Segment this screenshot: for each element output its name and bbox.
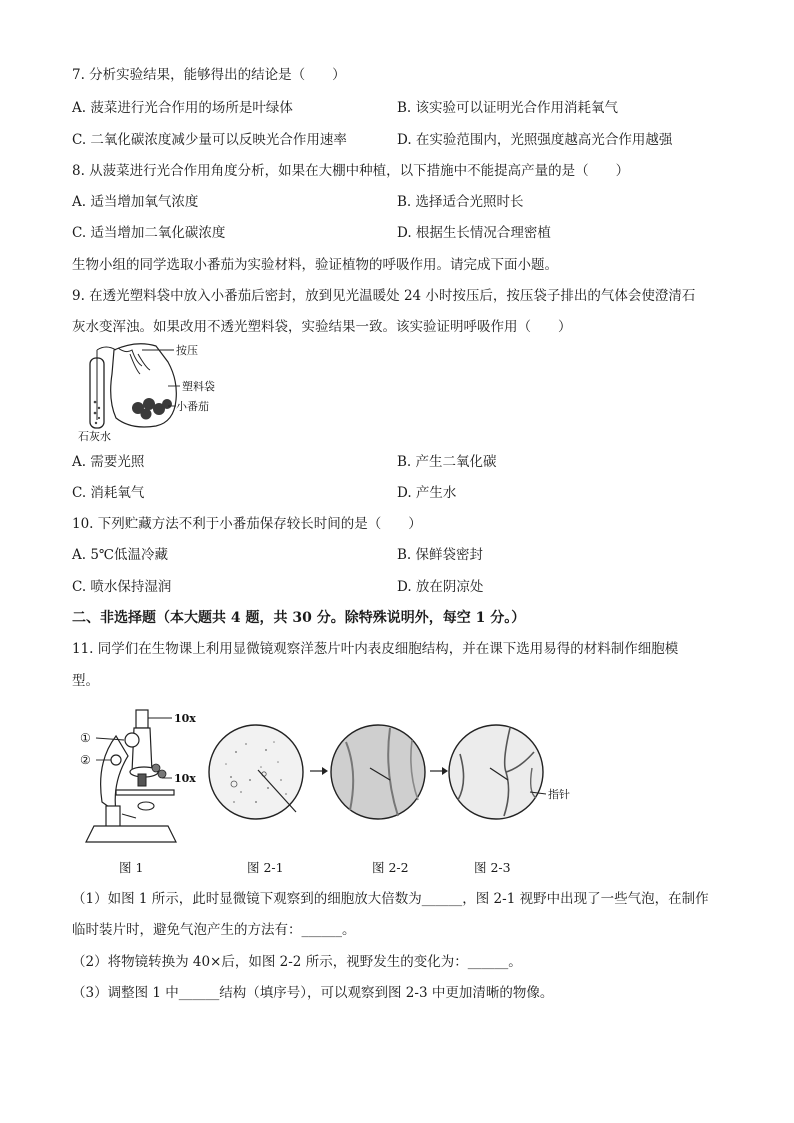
q11-stem-line1: 11. 同学们在生物课上利用显微镜观察洋葱片叶内表皮细胞结构，并在课下选用易得的材料制作细胞模 <box>72 641 679 657</box>
q11-sub1-line2: 临时装片时，避免气泡产生的方法有：______。 <box>72 922 356 938</box>
pressing-hand <box>118 348 150 374</box>
q9-bag-figure <box>76 340 226 444</box>
q8-stem: 8. 从菠菜进行光合作用角度分析，如果在大棚中种植，以下措施中不能提高产量的是（ ） <box>72 163 630 179</box>
q10-stem: 10. 下列贮藏方法不利于小番茄保存较长时间的是（ ） <box>72 516 422 532</box>
q10-option-c: C. 喷水保持湿润 <box>72 579 172 595</box>
q11-sub1-line1: （1）如图 1 所示，此时显微镜下观察到的细胞放大倍数为______，图 2-1 视野中出现了一些气泡，在制作 <box>72 891 709 907</box>
label-1-leader <box>96 738 124 740</box>
pipe-to-bag <box>97 347 116 350</box>
q11-sub3: （3）调整图 1 中______结构（填序号），可以观察到图 2-3 中更加清晰的物像。 <box>72 985 554 1001</box>
objective-lens <box>138 774 146 786</box>
caption-figure-2-1: 图 2-1 <box>247 860 284 875</box>
stage <box>116 790 174 795</box>
q7-stem: 7. 分析实验结果，能够得出的结论是（ ） <box>72 67 346 83</box>
microscope-figure <box>76 702 206 848</box>
coarse-adjustment-knob <box>125 733 139 747</box>
q10-option-d: D. 放在阴凉处 <box>397 579 484 595</box>
q7-option-c: C. 二氧化碳浓度减少量可以反映光合作用速率 <box>72 132 347 148</box>
q9-option-a: A. 需要光照 <box>72 454 145 470</box>
q9-stem-line1: 9. 在透光塑料袋中放入小番茄后密封，放到见光温暖处 24 小时按压后，按压袋子排出的气体会使澄清石 <box>72 288 696 304</box>
q9-option-d: D. 产生水 <box>397 485 457 501</box>
section-2-heading: 二、非选择题（本大题共 4 题，共 30 分。除特殊说明外，每空 1 分。） <box>72 610 526 626</box>
tomatoes <box>132 398 172 420</box>
q7-option-a: A. 菠菜进行光合作用的场所是叶绿体 <box>72 100 293 116</box>
q7-option-d: D. 在实验范围内，光照强度越高光合作用越强 <box>397 132 673 148</box>
pillar <box>106 806 120 828</box>
base <box>86 826 176 842</box>
q11-stem-line2: 型。 <box>72 673 99 689</box>
q9-option-c: C. 消耗氧气 <box>72 485 145 501</box>
q9-option-b: B. 产生二氧化碳 <box>397 454 497 470</box>
label-2: ② <box>80 753 91 767</box>
label-limewater: 石灰水 <box>78 430 111 443</box>
view-field-2-2 <box>328 722 428 822</box>
q11-sub2: （2）将物镜转换为 40×后，如图 2-2 所示，视野发生的变化为：______。 <box>72 954 522 970</box>
arm <box>101 736 128 812</box>
q8-option-b: B. 选择适合光照时长 <box>397 194 524 210</box>
q8-option-a: A. 适当增加氧气浓度 <box>72 194 199 210</box>
arrow-right-icon <box>310 765 328 777</box>
caption-figure-2-3: 图 2-3 <box>474 860 511 875</box>
mirror <box>138 802 154 810</box>
caption-figure-2-2: 图 2-2 <box>372 860 409 875</box>
q8-option-d: D. 根据生长情况合理密植 <box>397 225 551 241</box>
view-field-2-3 <box>446 722 606 822</box>
label-bag: 塑料袋 <box>182 380 215 393</box>
pointer-label: 指针 <box>548 788 570 801</box>
label-tomato: 小番茄 <box>176 400 209 413</box>
group-intro: 生物小组的同学选取小番茄为实验材料，验证植物的呼吸作用。请完成下面小题。 <box>72 257 558 273</box>
view-field-2-1 <box>206 722 306 822</box>
q10-option-b: B. 保鲜袋密封 <box>397 547 484 563</box>
q10-option-a: A. 5℃低温冷藏 <box>72 547 169 563</box>
caption-figure-1: 图 1 <box>119 860 144 875</box>
label-1: ① <box>80 731 91 745</box>
q8-option-c: C. 适当增加二氧化碳浓度 <box>72 225 226 241</box>
q7-option-b: B. 该实验可以证明光合作用消耗氧气 <box>397 100 619 116</box>
fine-adjustment-knob <box>111 755 121 765</box>
eyepiece-magnification: 10x <box>174 712 196 725</box>
eyepiece <box>136 710 148 728</box>
objective-magnification: 10x <box>174 772 196 785</box>
q9-stem-line2: 灰水变浑浊。如果改用不透光塑料袋，实验结果一致。该实验证明呼吸作用（ ） <box>72 319 572 335</box>
label-press: 按压 <box>176 344 198 357</box>
